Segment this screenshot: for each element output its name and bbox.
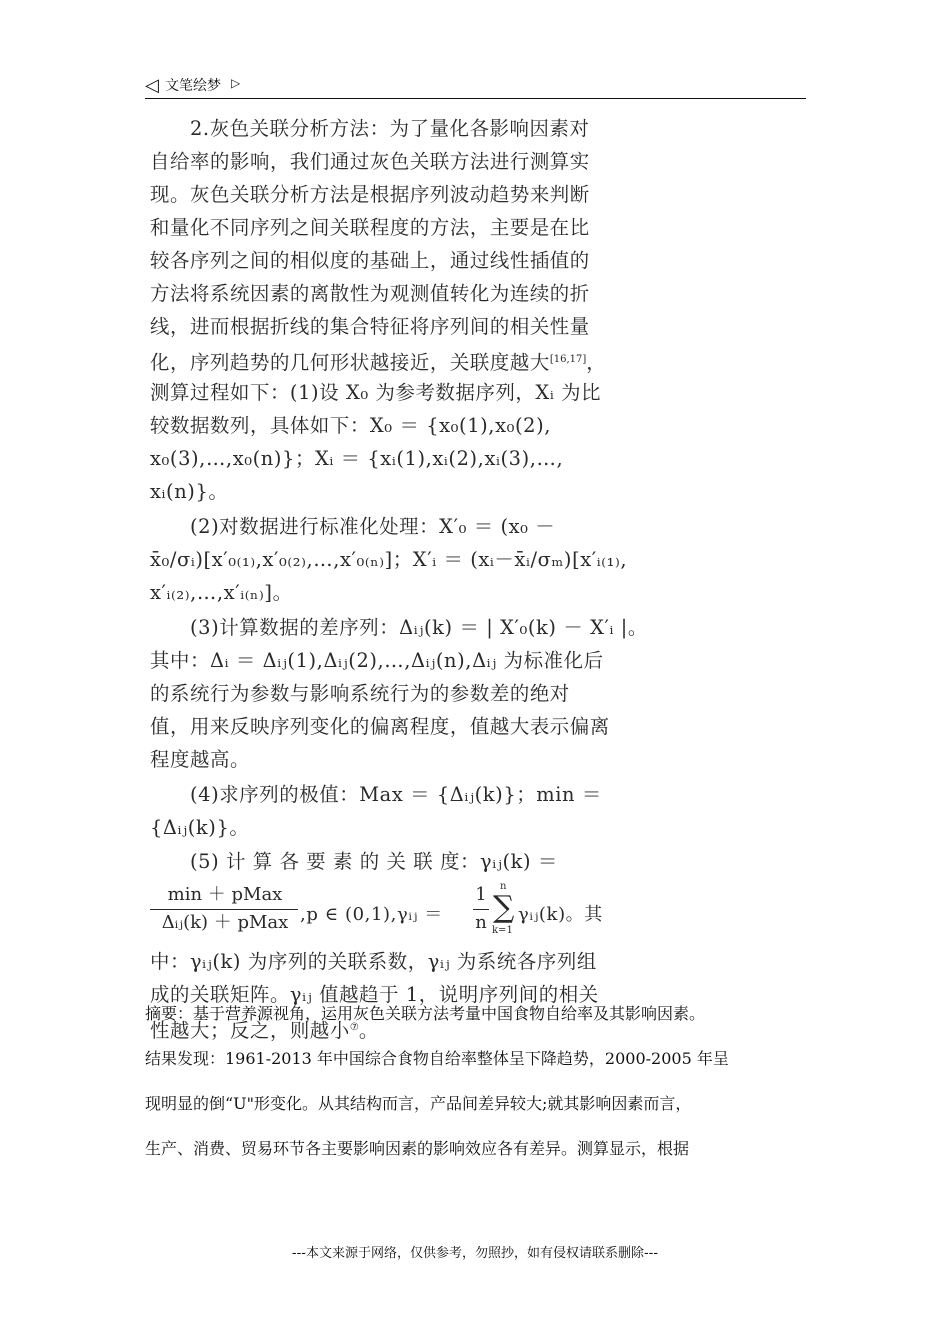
header-divider <box>145 98 806 99</box>
scan-line: 其中：Δᵢ ＝ Δᵢⱼ(1),Δᵢⱼ(2),…,Δᵢⱼ(n),Δᵢⱼ 为标准化后 <box>150 649 604 672</box>
page-header <box>145 74 806 98</box>
scan-line: 成的关联矩阵。γᵢⱼ 值越趋于 1，说明序列间的相关 <box>150 983 599 1006</box>
scan-line: 较各序列之间的相似度的基础上，通过线性插值的 <box>150 249 590 272</box>
fraction-bar <box>150 909 298 910</box>
scan-line: 较数据数列，具体如下：X₀ ＝ {x₀(1),x₀(2), <box>150 414 552 437</box>
scan-line: 现。灰色关联分析方法是根据序列波动趋势来判断 <box>150 183 590 206</box>
note-tail: 。 <box>358 1019 379 1042</box>
scan-line: x′ᵢ₍₂₎,…,x′ᵢ₍ₙ₎]。 <box>150 581 293 604</box>
scan-line: 中：γᵢⱼ(k) 为序列的关联系数，γᵢⱼ 为系统各序列组 <box>150 950 597 973</box>
abstract-line: 结果发现：1961-2013 年中国综合食物自给率整体呈下降趋势，2000-2005 年呈 <box>145 1049 729 1068</box>
sum-lower-limit: k=1 <box>492 925 513 936</box>
scan-line: x̄₀/σᵢ)[x′₀₍₁₎,x′₀₍₂₎,…,x′₀₍ₙ₎]；X′ᵢ ＝ (xᵢ－x̄ᵢ/σₘ)[x′ᵢ₍₁₎, <box>150 548 628 571</box>
abstract-line: 摘要：基于营养源视角，运用灰色关联方法考量中国食物自给率及其影响因素。 <box>145 1004 706 1023</box>
scan-line: 2.灰色关联分析方法：为了量化各影响因素对 <box>190 117 590 140</box>
scan-line: (5) 计 算 各 要 素 的 关 联 度：γᵢⱼ(k) ＝ <box>190 850 558 873</box>
scan-line: 自给率的影响，我们通过灰色关联方法进行测算实 <box>150 150 590 173</box>
note-mark: ⑦ <box>349 1022 359 1033</box>
sum-upper-limit: n <box>500 881 507 892</box>
scan-line: xᵢ(n)}。 <box>150 480 229 503</box>
triangle-right-icon: ▷ <box>231 76 241 90</box>
scan-line: 方法将系统因素的离散性为观测值转化为连续的折 <box>150 282 590 305</box>
triangle-left-icon: ◁ <box>145 75 159 96</box>
abstract-line: 生产、消费、贸易环节各主要影响因素的影响效应各有差异。测算显示，根据 <box>145 1139 690 1158</box>
scan-line: 值，用来反映序列变化的偏离程度，值越大表示偏离 <box>150 715 610 738</box>
formula-tail: γᵢⱼ(k)。其 <box>518 904 603 925</box>
scan-line: (4)求序列的极值：Max ＝ {Δᵢⱼ(k)}；min ＝ <box>190 783 602 806</box>
citation: [16,17] <box>549 354 587 365</box>
scan-line-with-citation <box>150 343 606 379</box>
formula-n: n <box>475 912 487 933</box>
fraction-numerator: min ＋ pMax <box>167 884 283 905</box>
scan-line: 的系统行为参数与影响系统行为的参数差的绝对 <box>150 682 570 705</box>
sum-icon: ∑ <box>493 890 515 925</box>
formula-one-bar <box>473 909 489 910</box>
scan-line: 线，进而根据折线的集合特征将序列间的相关性量 <box>150 315 590 338</box>
scan-line-text: 性越大；反之，则越小 <box>150 1019 350 1042</box>
formula-middle: ,p ∈ (0,1),γᵢⱼ ＝ <box>300 904 443 925</box>
citation-tail: ， <box>586 351 607 374</box>
abstract-line: 现明显的倒“U"形变化。从其结构而言，产品间差异较大;就其影响因素而言， <box>145 1094 692 1113</box>
scan-line: (3)计算数据的差序列：Δᵢⱼ(k) ＝ | X′₀(k) － X′ᵢ |。 <box>190 616 648 639</box>
scan-line: (2)对数据进行标准化处理：X′₀ ＝ (x₀ － <box>190 515 556 538</box>
formula-one: 1 <box>475 884 487 905</box>
scan-line: 程度越高。 <box>150 748 250 771</box>
scan-line-text: 化，序列趋势的几何形状越接近，关联度越大 <box>150 351 550 374</box>
scan-line: 和量化不同序列之间关联程度的方法，主要是在比 <box>150 216 590 239</box>
scan-line: 测算过程如下：(1)设 X₀ 为参考数据序列，Xᵢ 为比 <box>150 381 602 404</box>
brand-name: 文笔绘梦 <box>165 78 221 94</box>
page-footer: ---本文来源于网络，仅供参考，勿照抄，如有侵权请联系删除--- <box>291 1246 659 1261</box>
scan-line: x₀(3),…,x₀(n)}；Xᵢ ＝ {xᵢ(1),xᵢ(2),xᵢ(3),…, <box>150 447 564 470</box>
scan-line: {Δᵢⱼ(k)}。 <box>150 816 250 839</box>
fraction-denominator: Δᵢⱼ(k) ＋ pMax <box>161 912 289 933</box>
